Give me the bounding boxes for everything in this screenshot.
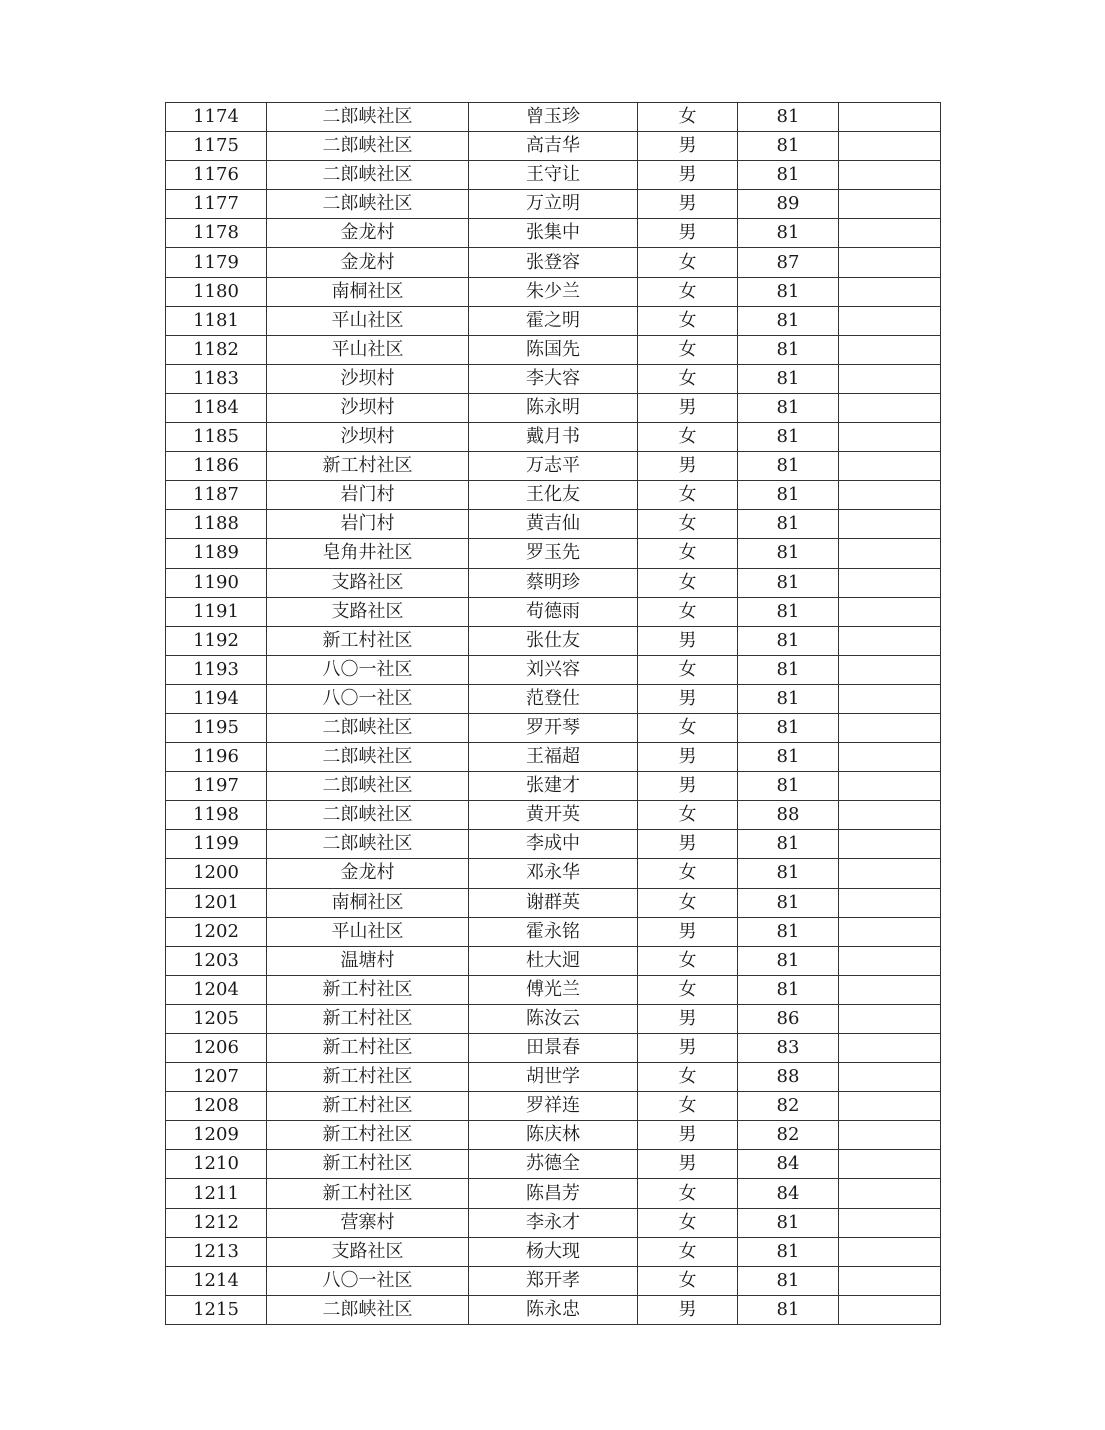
serial-number-cell: 1204 — [166, 975, 267, 1004]
person-name-cell: 王守让 — [469, 161, 638, 190]
table-row — [166, 1004, 941, 1033]
gender-cell: 男 — [638, 743, 738, 772]
person-name-cell: 李成中 — [469, 830, 638, 859]
community-cell: 新工村社区 — [267, 1092, 469, 1121]
person-name-cell: 陈永忠 — [469, 1295, 638, 1324]
table-row — [166, 1034, 941, 1063]
table-row — [166, 1179, 941, 1208]
person-name-cell: 蔡明珍 — [469, 568, 638, 597]
remark-cell — [839, 161, 941, 190]
age-cell: 81 — [738, 1295, 839, 1324]
serial-number-cell: 1210 — [166, 1150, 267, 1179]
table-row — [166, 975, 941, 1004]
age-cell: 81 — [738, 946, 839, 975]
community-cell: 岩门村 — [267, 481, 469, 510]
person-name-cell: 刘兴容 — [469, 655, 638, 684]
remark-cell — [839, 888, 941, 917]
person-name-cell: 罗玉先 — [469, 539, 638, 568]
remark-cell — [839, 452, 941, 481]
table-row — [166, 1266, 941, 1295]
age-cell: 81 — [738, 975, 839, 1004]
community-cell: 新工村社区 — [267, 1179, 469, 1208]
age-cell: 81 — [738, 888, 839, 917]
table-row — [166, 684, 941, 713]
community-cell: 八〇一社区 — [267, 684, 469, 713]
person-name-cell: 张登容 — [469, 248, 638, 277]
serial-number-cell: 1200 — [166, 859, 267, 888]
remark-cell — [839, 335, 941, 364]
age-cell: 81 — [738, 335, 839, 364]
person-name-cell: 陈国先 — [469, 335, 638, 364]
remark-cell — [839, 801, 941, 830]
community-cell: 沙坝村 — [267, 364, 469, 393]
serial-number-cell: 1190 — [166, 568, 267, 597]
remark-cell — [839, 364, 941, 393]
person-name-cell: 万立明 — [469, 190, 638, 219]
remark-cell — [839, 1004, 941, 1033]
gender-cell: 女 — [638, 713, 738, 742]
community-cell: 新工村社区 — [267, 1121, 469, 1150]
age-cell: 81 — [738, 655, 839, 684]
age-cell: 81 — [738, 364, 839, 393]
person-name-cell: 郑开孝 — [469, 1266, 638, 1295]
serial-number-cell: 1185 — [166, 423, 267, 452]
age-cell: 81 — [738, 161, 839, 190]
serial-number-cell: 1199 — [166, 830, 267, 859]
age-cell: 81 — [738, 772, 839, 801]
serial-number-cell: 1201 — [166, 888, 267, 917]
community-cell: 沙坝村 — [267, 393, 469, 422]
gender-cell: 女 — [638, 103, 738, 132]
person-name-cell: 陈昌芳 — [469, 1179, 638, 1208]
age-cell: 84 — [738, 1179, 839, 1208]
remark-cell — [839, 975, 941, 1004]
remark-cell — [839, 743, 941, 772]
community-cell: 支路社区 — [267, 1237, 469, 1266]
table-row — [166, 597, 941, 626]
age-cell: 82 — [738, 1092, 839, 1121]
table-row — [166, 190, 941, 219]
remark-cell — [839, 423, 941, 452]
community-cell: 新工村社区 — [267, 1034, 469, 1063]
remark-cell — [839, 1295, 941, 1324]
serial-number-cell: 1189 — [166, 539, 267, 568]
age-cell: 81 — [738, 626, 839, 655]
gender-cell: 男 — [638, 1034, 738, 1063]
serial-number-cell: 1194 — [166, 684, 267, 713]
table-row — [166, 452, 941, 481]
serial-number-cell: 1192 — [166, 626, 267, 655]
remark-cell — [839, 539, 941, 568]
gender-cell: 女 — [638, 1237, 738, 1266]
person-name-cell: 苟德雨 — [469, 597, 638, 626]
table-row — [166, 248, 941, 277]
gender-cell: 女 — [638, 1092, 738, 1121]
serial-number-cell: 1191 — [166, 597, 267, 626]
gender-cell: 男 — [638, 1004, 738, 1033]
serial-number-cell: 1188 — [166, 510, 267, 539]
community-cell: 二郎峡社区 — [267, 743, 469, 772]
remark-cell — [839, 772, 941, 801]
gender-cell: 男 — [638, 772, 738, 801]
remark-cell — [839, 1237, 941, 1266]
serial-number-cell: 1203 — [166, 946, 267, 975]
gender-cell: 女 — [638, 801, 738, 830]
serial-number-cell: 1175 — [166, 132, 267, 161]
table-row — [166, 946, 941, 975]
serial-number-cell: 1178 — [166, 219, 267, 248]
community-cell: 金龙村 — [267, 219, 469, 248]
community-cell: 新工村社区 — [267, 975, 469, 1004]
community-cell: 二郎峡社区 — [267, 161, 469, 190]
table-row — [166, 510, 941, 539]
community-cell: 八〇一社区 — [267, 1266, 469, 1295]
table-row — [166, 1237, 941, 1266]
roster-table-body — [166, 103, 941, 1325]
community-cell: 南桐社区 — [267, 888, 469, 917]
table-row — [166, 1121, 941, 1150]
table-row — [166, 888, 941, 917]
serial-number-cell: 1206 — [166, 1034, 267, 1063]
table-row — [166, 626, 941, 655]
gender-cell: 女 — [638, 1063, 738, 1092]
community-cell: 平山社区 — [267, 306, 469, 335]
gender-cell: 女 — [638, 597, 738, 626]
table-row — [166, 277, 941, 306]
remark-cell — [839, 1063, 941, 1092]
gender-cell: 女 — [638, 975, 738, 1004]
community-cell: 新工村社区 — [267, 1150, 469, 1179]
person-name-cell: 张建才 — [469, 772, 638, 801]
age-cell: 84 — [738, 1150, 839, 1179]
person-name-cell: 万志平 — [469, 452, 638, 481]
gender-cell: 男 — [638, 452, 738, 481]
age-cell: 87 — [738, 248, 839, 277]
gender-cell: 男 — [638, 917, 738, 946]
gender-cell: 女 — [638, 888, 738, 917]
gender-cell: 男 — [638, 1295, 738, 1324]
age-cell: 81 — [738, 684, 839, 713]
person-name-cell: 高吉华 — [469, 132, 638, 161]
table-row — [166, 539, 941, 568]
serial-number-cell: 1193 — [166, 655, 267, 684]
age-cell: 81 — [738, 393, 839, 422]
table-row — [166, 103, 941, 132]
remark-cell — [839, 219, 941, 248]
community-cell: 营寨村 — [267, 1208, 469, 1237]
gender-cell: 女 — [638, 655, 738, 684]
community-cell: 平山社区 — [267, 335, 469, 364]
serial-number-cell: 1184 — [166, 393, 267, 422]
remark-cell — [839, 655, 941, 684]
person-name-cell: 苏德全 — [469, 1150, 638, 1179]
table-row — [166, 364, 941, 393]
remark-cell — [839, 684, 941, 713]
gender-cell: 女 — [638, 946, 738, 975]
age-cell: 86 — [738, 1004, 839, 1033]
remark-cell — [839, 481, 941, 510]
remark-cell — [839, 1266, 941, 1295]
person-name-cell: 邓永华 — [469, 859, 638, 888]
community-cell: 二郎峡社区 — [267, 801, 469, 830]
serial-number-cell: 1197 — [166, 772, 267, 801]
table-row — [166, 772, 941, 801]
serial-number-cell: 1183 — [166, 364, 267, 393]
community-cell: 二郎峡社区 — [267, 713, 469, 742]
person-name-cell: 霍永铭 — [469, 917, 638, 946]
person-name-cell: 王化友 — [469, 481, 638, 510]
remark-cell — [839, 277, 941, 306]
table-row — [166, 1063, 941, 1092]
age-cell: 81 — [738, 597, 839, 626]
age-cell: 81 — [738, 859, 839, 888]
person-name-cell: 戴月书 — [469, 423, 638, 452]
person-name-cell: 田景春 — [469, 1034, 638, 1063]
person-name-cell: 胡世学 — [469, 1063, 638, 1092]
gender-cell: 男 — [638, 684, 738, 713]
gender-cell: 男 — [638, 1121, 738, 1150]
serial-number-cell: 1187 — [166, 481, 267, 510]
remark-cell — [839, 917, 941, 946]
gender-cell: 女 — [638, 510, 738, 539]
serial-number-cell: 1208 — [166, 1092, 267, 1121]
remark-cell — [839, 393, 941, 422]
person-name-cell: 李大容 — [469, 364, 638, 393]
gender-cell: 男 — [638, 626, 738, 655]
serial-number-cell: 1196 — [166, 743, 267, 772]
remark-cell — [839, 132, 941, 161]
remark-cell — [839, 713, 941, 742]
remark-cell — [839, 1208, 941, 1237]
serial-number-cell: 1186 — [166, 452, 267, 481]
person-name-cell: 黄吉仙 — [469, 510, 638, 539]
serial-number-cell: 1176 — [166, 161, 267, 190]
age-cell: 81 — [738, 306, 839, 335]
person-name-cell: 谢群英 — [469, 888, 638, 917]
community-cell: 支路社区 — [267, 568, 469, 597]
community-cell: 新工村社区 — [267, 626, 469, 655]
remark-cell — [839, 306, 941, 335]
person-name-cell: 傅光兰 — [469, 975, 638, 1004]
table-row — [166, 917, 941, 946]
age-cell: 81 — [738, 1208, 839, 1237]
person-name-cell: 李永才 — [469, 1208, 638, 1237]
table-row — [166, 568, 941, 597]
table-row — [166, 859, 941, 888]
community-cell: 新工村社区 — [267, 1004, 469, 1033]
community-cell: 八〇一社区 — [267, 655, 469, 684]
serial-number-cell: 1209 — [166, 1121, 267, 1150]
remark-cell — [839, 946, 941, 975]
table-row — [166, 713, 941, 742]
community-cell: 皂角井社区 — [267, 539, 469, 568]
serial-number-cell: 1195 — [166, 713, 267, 742]
community-cell: 二郎峡社区 — [267, 772, 469, 801]
gender-cell: 男 — [638, 219, 738, 248]
age-cell: 81 — [738, 452, 839, 481]
remark-cell — [839, 1150, 941, 1179]
age-cell: 81 — [738, 830, 839, 859]
person-name-cell: 霍之明 — [469, 306, 638, 335]
age-cell: 81 — [738, 539, 839, 568]
table-row — [166, 830, 941, 859]
age-cell: 81 — [738, 277, 839, 306]
person-name-cell: 王福超 — [469, 743, 638, 772]
person-name-cell: 张仕友 — [469, 626, 638, 655]
age-cell: 81 — [738, 219, 839, 248]
person-name-cell: 杜大迥 — [469, 946, 638, 975]
gender-cell: 男 — [638, 830, 738, 859]
remark-cell — [839, 190, 941, 219]
age-cell: 81 — [738, 568, 839, 597]
person-name-cell: 陈汝云 — [469, 1004, 638, 1033]
remark-cell — [839, 510, 941, 539]
table-row — [166, 132, 941, 161]
person-name-cell: 朱少兰 — [469, 277, 638, 306]
serial-number-cell: 1207 — [166, 1063, 267, 1092]
age-cell: 81 — [738, 917, 839, 946]
community-cell: 新工村社区 — [267, 452, 469, 481]
person-name-cell: 罗祥连 — [469, 1092, 638, 1121]
serial-number-cell: 1177 — [166, 190, 267, 219]
community-cell: 二郎峡社区 — [267, 830, 469, 859]
table-row — [166, 1295, 941, 1324]
table-row — [166, 743, 941, 772]
person-name-cell: 曾玉珍 — [469, 103, 638, 132]
serial-number-cell: 1182 — [166, 335, 267, 364]
age-cell: 82 — [738, 1121, 839, 1150]
community-cell: 支路社区 — [267, 597, 469, 626]
remark-cell — [839, 626, 941, 655]
table-row — [166, 801, 941, 830]
gender-cell: 男 — [638, 132, 738, 161]
gender-cell: 女 — [638, 364, 738, 393]
serial-number-cell: 1215 — [166, 1295, 267, 1324]
person-name-cell: 黄开英 — [469, 801, 638, 830]
serial-number-cell: 1202 — [166, 917, 267, 946]
remark-cell — [839, 597, 941, 626]
remark-cell — [839, 859, 941, 888]
serial-number-cell: 1181 — [166, 306, 267, 335]
person-name-cell: 陈庆林 — [469, 1121, 638, 1150]
gender-cell: 女 — [638, 1179, 738, 1208]
remark-cell — [839, 1121, 941, 1150]
gender-cell: 女 — [638, 1208, 738, 1237]
community-cell: 岩门村 — [267, 510, 469, 539]
serial-number-cell: 1211 — [166, 1179, 267, 1208]
serial-number-cell: 1213 — [166, 1237, 267, 1266]
age-cell: 88 — [738, 801, 839, 830]
gender-cell: 女 — [638, 423, 738, 452]
community-cell: 金龙村 — [267, 859, 469, 888]
serial-number-cell: 1214 — [166, 1266, 267, 1295]
gender-cell: 女 — [638, 1266, 738, 1295]
community-cell: 温塘村 — [267, 946, 469, 975]
community-cell: 金龙村 — [267, 248, 469, 277]
serial-number-cell: 1179 — [166, 248, 267, 277]
table-row — [166, 1208, 941, 1237]
table-row — [166, 655, 941, 684]
person-name-cell: 陈永明 — [469, 393, 638, 422]
serial-number-cell: 1198 — [166, 801, 267, 830]
age-cell: 81 — [738, 103, 839, 132]
community-cell: 新工村社区 — [267, 1063, 469, 1092]
remark-cell — [839, 103, 941, 132]
age-cell: 81 — [738, 132, 839, 161]
remark-cell — [839, 1092, 941, 1121]
age-cell: 81 — [738, 423, 839, 452]
remark-cell — [839, 830, 941, 859]
community-cell: 二郎峡社区 — [267, 190, 469, 219]
serial-number-cell: 1205 — [166, 1004, 267, 1033]
table-row — [166, 393, 941, 422]
person-name-cell: 范登仕 — [469, 684, 638, 713]
person-name-cell: 张集中 — [469, 219, 638, 248]
community-cell: 平山社区 — [267, 917, 469, 946]
remark-cell — [839, 568, 941, 597]
gender-cell: 女 — [638, 481, 738, 510]
gender-cell: 男 — [638, 1150, 738, 1179]
age-cell: 81 — [738, 743, 839, 772]
community-cell: 南桐社区 — [267, 277, 469, 306]
gender-cell: 女 — [638, 859, 738, 888]
community-cell: 二郎峡社区 — [267, 132, 469, 161]
table-row — [166, 219, 941, 248]
gender-cell: 男 — [638, 161, 738, 190]
gender-cell: 女 — [638, 248, 738, 277]
serial-number-cell: 1212 — [166, 1208, 267, 1237]
age-cell: 83 — [738, 1034, 839, 1063]
gender-cell: 女 — [638, 539, 738, 568]
community-cell: 沙坝村 — [267, 423, 469, 452]
age-cell: 81 — [738, 510, 839, 539]
roster-table — [165, 102, 941, 1325]
person-name-cell: 罗开琴 — [469, 713, 638, 742]
table-row — [166, 161, 941, 190]
gender-cell: 女 — [638, 277, 738, 306]
gender-cell: 女 — [638, 335, 738, 364]
age-cell: 81 — [738, 1266, 839, 1295]
gender-cell: 男 — [638, 190, 738, 219]
table-row — [166, 423, 941, 452]
age-cell: 81 — [738, 1237, 839, 1266]
gender-cell: 女 — [638, 568, 738, 597]
remark-cell — [839, 1179, 941, 1208]
table-row — [166, 306, 941, 335]
serial-number-cell: 1174 — [166, 103, 267, 132]
remark-cell — [839, 1034, 941, 1063]
table-row — [166, 1150, 941, 1179]
table-row — [166, 1092, 941, 1121]
age-cell: 88 — [738, 1063, 839, 1092]
remark-cell — [839, 248, 941, 277]
table-row — [166, 335, 941, 364]
serial-number-cell: 1180 — [166, 277, 267, 306]
age-cell: 89 — [738, 190, 839, 219]
community-cell: 二郎峡社区 — [267, 103, 469, 132]
table-row — [166, 481, 941, 510]
gender-cell: 女 — [638, 306, 738, 335]
person-name-cell: 杨大现 — [469, 1237, 638, 1266]
gender-cell: 男 — [638, 393, 738, 422]
age-cell: 81 — [738, 481, 839, 510]
community-cell: 二郎峡社区 — [267, 1295, 469, 1324]
age-cell: 81 — [738, 713, 839, 742]
